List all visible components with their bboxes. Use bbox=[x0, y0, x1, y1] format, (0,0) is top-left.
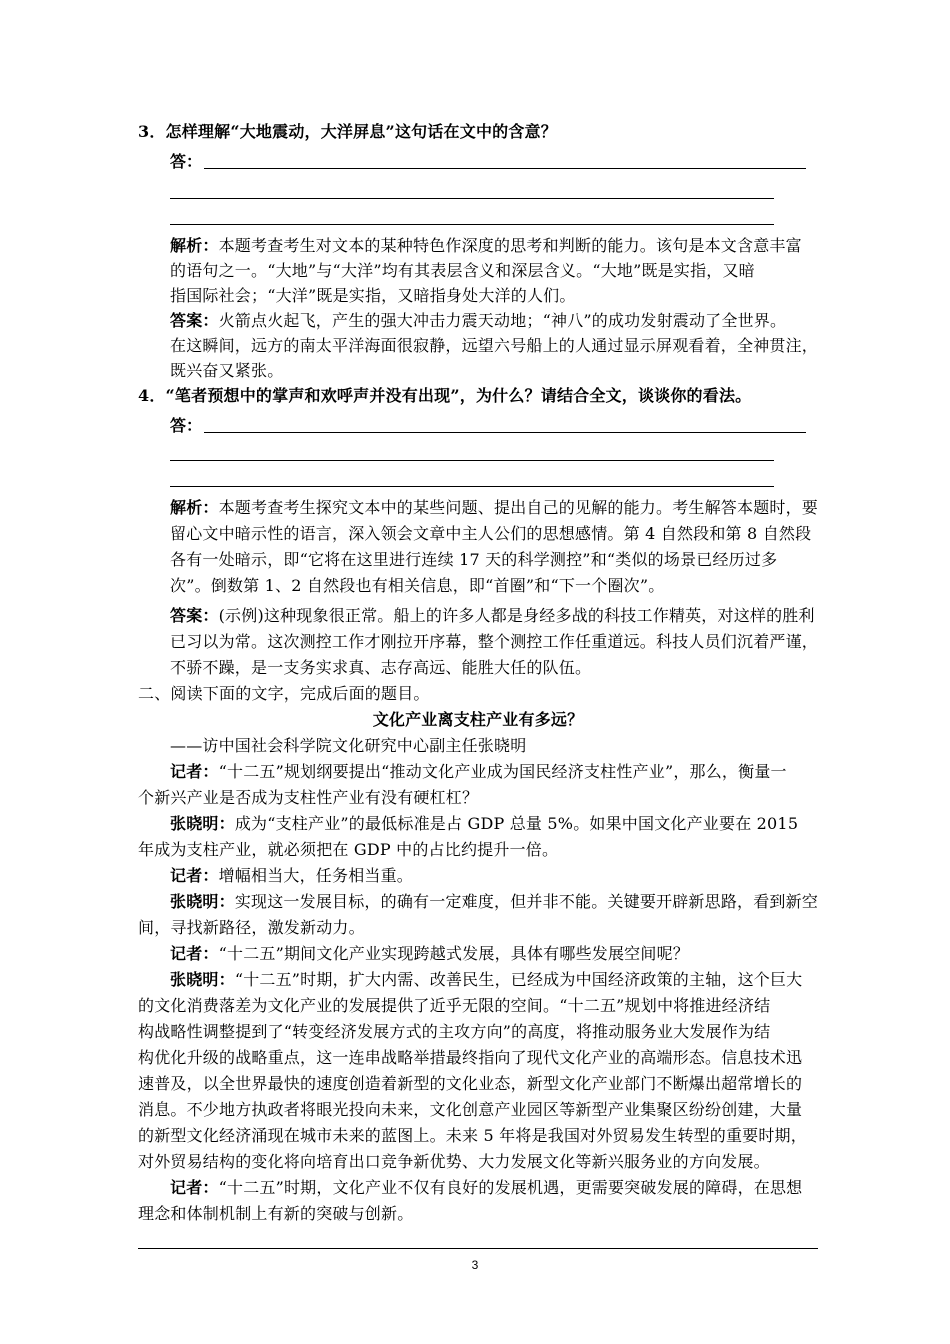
section-heading: 二、阅读下面的文字，完成后面的题目。 bbox=[138, 684, 430, 703]
dialogue-line: 的文化消费落差为文化产业的发展提供了近乎无限的空间。“十二五”规划中将推进经济结 bbox=[138, 996, 771, 1015]
dialogue-line: 消息。不少地方执政者将眼光投向未来，文化创意产业园区等新型产业集聚区纷纷创建，大量 bbox=[138, 1100, 803, 1119]
answer-label-4: 答： bbox=[170, 416, 203, 435]
analysis-4-line: 解析：本题考查考生探究文本中的某些问题、提出自己的见解的能力。考生解答本题时，要 bbox=[170, 498, 819, 517]
answer-blank-line[interactable] bbox=[170, 224, 774, 225]
article-title: 文化产业离支柱产业有多远？ bbox=[372, 710, 584, 729]
footer-divider bbox=[138, 1248, 818, 1249]
answer-key-3-line: 既兴奋又紧张。 bbox=[170, 361, 284, 380]
dialogue-line: 张晓明：“十二五”时期，扩大内需、改善民生，已经成为中国经济政策的主轴，这个巨大 bbox=[170, 970, 803, 989]
answer-key-4-line: 答案：(示例)这种现象很正常。船上的许多人都是身经多战的科技工作精英，对这样的胜利 bbox=[170, 606, 815, 625]
dialogue-line: 速普及，以全世界最快的速度创造着新型的文化业态，新型文化产业部门不断爆出超常增长的 bbox=[138, 1074, 803, 1093]
dialogue-line: 张晓明：成为“支柱产业”的最低标准是占 GDP 总量 5%。如果中国文化产业要在 2015 bbox=[170, 814, 799, 833]
dialogue-line: 间，寻找新路径，激发新动力。 bbox=[138, 918, 365, 937]
dialogue-line: 理念和体制机制上有新的突破与创新。 bbox=[138, 1204, 414, 1223]
answer-key-4-line: 不骄不躁，是一支务实求真、志存高远、能胜大任的队伍。 bbox=[170, 658, 592, 677]
speaker-label: 记者： bbox=[170, 944, 219, 963]
answer-blank-line[interactable] bbox=[170, 198, 774, 199]
answer-blank-line[interactable] bbox=[170, 486, 774, 487]
answer-label-3: 答： bbox=[170, 152, 203, 171]
analysis-3-line: 的语句之一。“大地”与“大洋”均有其表层含义和深层含义。“大地”既是实指，又暗 bbox=[170, 261, 755, 280]
dialogue-line: 记者：“十二五”期间文化产业实现跨越式发展，具体有哪些发展空间呢？ bbox=[170, 944, 689, 963]
dialogue-line: 张晓明：实现这一发展目标，的确有一定难度，但并非不能。关键要开辟新思路，看到新空 bbox=[170, 892, 819, 911]
analysis-4-line: 留心文中暗示性的语言，深入领会文章中主人公们的思想感情。第 4 自然段和第 8 自然段 bbox=[170, 524, 812, 543]
dialogue-line: 记者：“十二五”规划纲要提出“推动文化产业成为国民经济支柱性产业”，那么，衡量一 bbox=[170, 762, 787, 781]
answer-key-3-line: 答案：火箭点火起飞，产生的强大冲击力震天动地；“神八”的成功发射震动了全世界。 bbox=[170, 311, 787, 330]
article-subtitle: ——访中国社会科学院文化研究中心副主任张晓明 bbox=[170, 736, 527, 755]
analysis-4-line: 各有一处暗示，即“它将在这里进行连续 17 天的科学测控”和“类似的场景已经历过多 bbox=[170, 550, 778, 569]
analysis-3-line: 解析：本题考查考生对文本的某种特色作深度的思考和判断的能力。该句是本文含意丰富 bbox=[170, 236, 802, 255]
answer-blank-line[interactable] bbox=[204, 168, 806, 169]
answer-key-label: 答案： bbox=[170, 606, 219, 625]
speaker-label: 记者： bbox=[170, 762, 219, 781]
analysis-label: 解析： bbox=[170, 236, 219, 255]
dialogue-line: 记者：增幅相当大，任务相当重。 bbox=[170, 866, 414, 885]
dialogue-line: 年成为支柱产业，就必须把在 GDP 中的占比约提升一倍。 bbox=[138, 840, 559, 859]
answer-key-4-line: 已习以为常。这次测控工作才刚拉开序幕，整个测控工作任重道远。科技人员们沉着严谨， bbox=[170, 632, 819, 651]
dialogue-line: 对外贸易结构的变化将向培育出口竞争新优势、大力发展文化等新兴服务业的方向发展。 bbox=[138, 1152, 770, 1171]
speaker-label: 张晓明： bbox=[170, 970, 235, 989]
speaker-label: 张晓明： bbox=[170, 892, 235, 911]
answer-key-3-line: 在这瞬间，远方的南太平洋海面很寂静，远望六号船上的人通过显示屏观看着，全神贯注， bbox=[170, 336, 819, 355]
answer-blank-line[interactable] bbox=[204, 432, 806, 433]
dialogue-line: 的新型文化经济涌现在城市未来的蓝图上。未来 5 年将是我国对外贸易发生转型的重要时期， bbox=[138, 1126, 807, 1145]
answer-key-label: 答案： bbox=[170, 311, 219, 330]
speaker-label: 张晓明： bbox=[170, 814, 235, 833]
dialogue-line: 构战略性调整提到了“转变经济发展方式的主攻方向”的高度，将推动服务业大发展作为结 bbox=[138, 1022, 771, 1041]
question-3: 3．怎样理解“大地震动，大洋屏息”这句话在文中的含意？ bbox=[138, 122, 557, 141]
question-4: 4．“笔者预想中的掌声和欢呼声并没有出现”，为什么？请结合全文，谈谈你的看法。 bbox=[138, 386, 752, 405]
analysis-4-line: 次”。倒数第 1、2 自然段也有相关信息，即“首圈”和“下一个圈次”。 bbox=[170, 576, 665, 595]
page-number: 3 bbox=[471, 1258, 479, 1272]
analysis-label: 解析： bbox=[170, 498, 219, 517]
answer-blank-line[interactable] bbox=[170, 460, 774, 461]
dialogue-line: 个新兴产业是否成为支柱性产业有没有硬杠杠？ bbox=[138, 788, 479, 807]
speaker-label: 记者： bbox=[170, 866, 219, 885]
speaker-label: 记者： bbox=[170, 1178, 219, 1197]
dialogue-line: 记者：“十二五”时期，文化产业不仅有良好的发展机遇，更需要突破发展的障碍，在思想 bbox=[170, 1178, 803, 1197]
analysis-3-line: 指国际社会；“大洋”既是实指，又暗指身处大洋的人们。 bbox=[170, 286, 576, 305]
dialogue-line: 构优化升级的战略重点，这一连串战略举措最终指向了现代文化产业的高端形态。信息技术迅 bbox=[138, 1048, 803, 1067]
